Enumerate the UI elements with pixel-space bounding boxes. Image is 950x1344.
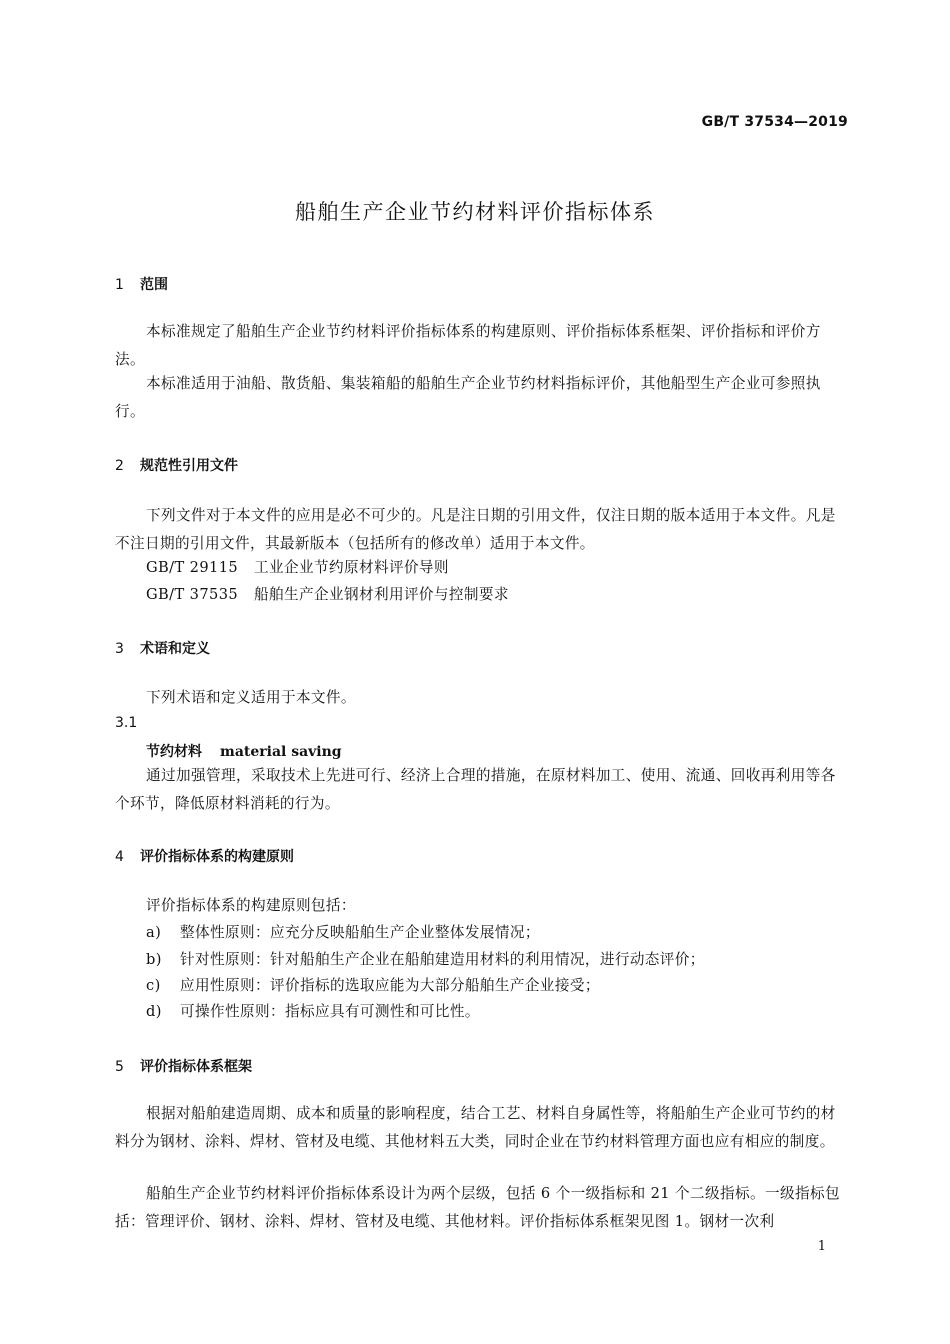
paragraph: 评价指标体系的构建原则包括： [146, 897, 356, 914]
term-english: material saving [220, 744, 342, 760]
term-entry [146, 741, 342, 761]
term-definition: 通过加强管理，采取技术上先进可行、经济上合理的措施，在原材料加工、使用、流通、回收再利用等各个环节，降低原材料消耗的行为。 [115, 767, 836, 812]
section-heading-normative-references [115, 455, 238, 475]
section-number: 2 [115, 458, 124, 474]
clause-number: 3.1 [115, 715, 138, 731]
page-number: 1 [817, 1239, 826, 1254]
term-chinese: 节约材料 [146, 744, 202, 760]
list-item [146, 972, 600, 1000]
section-title: 术语和定义 [140, 641, 210, 657]
paragraph: 本标准规定了船舶生产企业节约材料评价指标体系的构建原则、评价指标体系框架、评价指标和评价方法。 [115, 323, 821, 368]
section-title: 评价指标体系框架 [140, 1059, 252, 1075]
list-marker: b) [146, 951, 162, 968]
reference-code: GB/T 37535 [146, 586, 239, 603]
list-item [146, 919, 540, 947]
list-marker: c) [146, 977, 161, 994]
list-text: 针对性原则：针对船舶生产企业在船舶建造用材料的利用情况，进行动态评价； [180, 951, 705, 968]
paragraph: 下列术语和定义适用于本文件。 [146, 689, 356, 706]
section-number: 1 [115, 277, 124, 293]
list-item [146, 998, 480, 1026]
reference-entry [146, 581, 509, 609]
list-marker: d) [146, 1003, 162, 1020]
section-number: 5 [115, 1059, 124, 1075]
reference-title: 船舶生产企业钢材利用评价与控制要求 [254, 586, 509, 603]
reference-title: 工业企业节约原材料评价导则 [254, 559, 449, 576]
list-text: 整体性原则：应充分反映船舶生产企业整体发展情况； [180, 924, 540, 941]
paragraph: 船舶生产企业节约材料评价指标体系设计为两个层级，包括 6 个一级指标和 21 个二级指标。一级指标包括：管理评价、钢材、涂料、焊材、管材及电缆、其他材料。评价指标体系框架见图 1。钢材一次利 [115, 1185, 840, 1230]
section-number: 4 [115, 849, 124, 865]
section-title: 规范性引用文件 [140, 458, 238, 474]
document-title: 船舶生产企业节约材料评价指标体系 [295, 200, 655, 224]
list-text: 可操作性原则：指标应具有可测性和可比性。 [180, 1003, 480, 1020]
section-number: 3 [115, 641, 124, 657]
section-heading-terms [115, 638, 210, 658]
paragraph: 根据对船舶建造周期、成本和质量的影响程度，结合工艺、材料自身属性等，将船舶生产企业可节约的材料分为钢材、涂料、焊材、管材及电缆、其他材料五大类，同时企业在节约材料管理方面也应有相应的制度。 [115, 1105, 836, 1150]
section-heading-framework [115, 1056, 252, 1076]
section-title: 范围 [140, 277, 168, 293]
section-title: 评价指标体系的构建原则 [140, 849, 294, 865]
section-heading-scope [115, 274, 168, 294]
section-heading-principles [115, 846, 294, 866]
list-item [146, 946, 705, 974]
paragraph: 本标准适用于油船、散货船、集装箱船的船舶生产企业节约材料指标评价，其他船型生产企业可参照执行。 [115, 375, 821, 420]
paragraph: 下列文件对于本文件的应用是必不可少的。凡是注日期的引用文件，仅注日期的版本适用于本文件。凡是不注日期的引用文件，其最新版本（包括所有的修改单）适用于本文件。 [115, 507, 836, 552]
reference-code: GB/T 29115 [146, 559, 239, 576]
list-text: 应用性原则：评价指标的选取应能为大部分船舶生产企业接受； [180, 977, 600, 994]
reference-entry [146, 554, 449, 582]
standard-code: GB/T 37534—2019 [701, 114, 848, 130]
list-marker: a) [146, 924, 162, 941]
